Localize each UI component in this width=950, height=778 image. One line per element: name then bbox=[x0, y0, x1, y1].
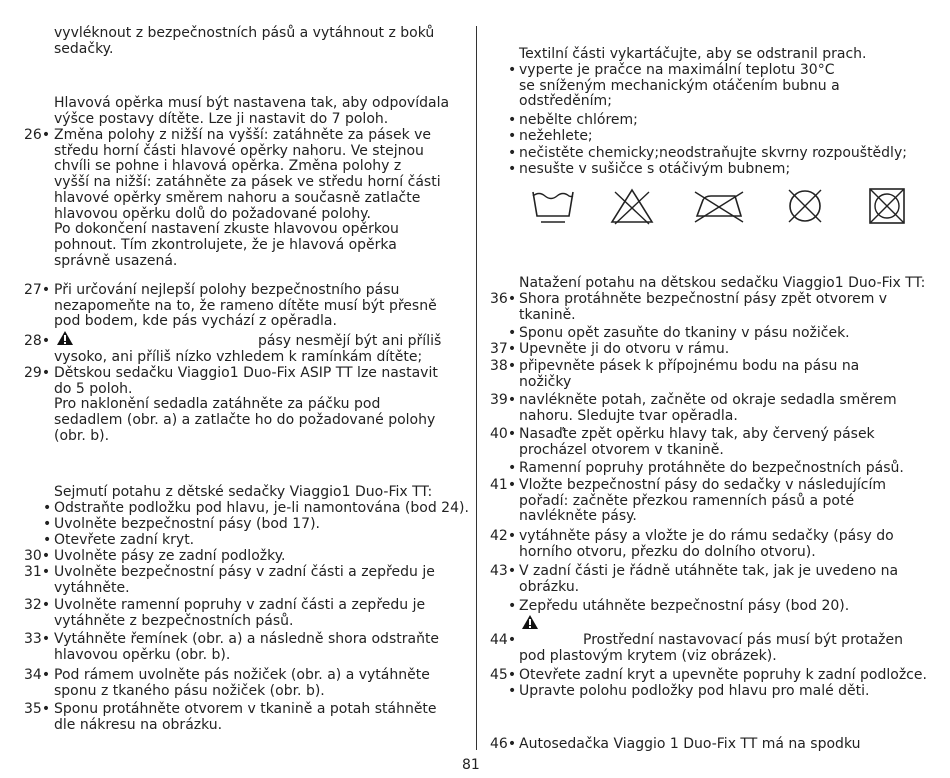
item-42-text: vytáhněte pásy a vložte je do rámu sedačky (pásy do horního otvoru, přezku do dolního otvoru). bbox=[519, 528, 894, 560]
removal-bullet-3-mark: • bbox=[43, 532, 52, 548]
item-32-number: 32• bbox=[24, 597, 51, 613]
item-36b-mark: • bbox=[508, 325, 517, 341]
item-41-text: Vložte bezpečnostní pásy do sedačky v následujícím pořadí: začněte přezkou ramenních pásů a poté navlékněte pásy. bbox=[519, 477, 886, 525]
item-31-text: Uvolněte bezpečnostní pásy v zadní části a zepředu je vytáhněte. bbox=[54, 564, 435, 596]
item-44-number: 44• bbox=[490, 632, 517, 648]
item-28-text-b: vysoko, ani příliš nízko vzhledem k ramínkám dítěte; bbox=[54, 349, 423, 365]
item-43-text: V zadní části je řádně utáhněte tak, jak je uvedeno na obrázku. bbox=[519, 563, 899, 595]
item-45-number: 45• bbox=[490, 667, 517, 683]
fitting-heading: Natažení potahu na dětskou sedačku Viaggio1 Duo-Fix TT: bbox=[519, 275, 926, 291]
page-number: 81 bbox=[462, 757, 480, 773]
item-38-number: 38• bbox=[490, 358, 517, 374]
item-39-number: 39• bbox=[490, 392, 517, 408]
removal-bullet-1-mark: • bbox=[43, 500, 52, 516]
item-33-text: Vytáhněte řemínek (obr. a) a následně shora odstraňte hlavovou opěrku (obr. b). bbox=[54, 631, 440, 663]
item-35-number: 35• bbox=[24, 701, 51, 717]
item-40b-text: Ramenní popruhy protáhněte do bezpečnostních pásů. bbox=[519, 460, 904, 476]
care-bullet-2: nebělte chlórem; bbox=[519, 112, 638, 128]
item-45-text: Otevřete zadní kryt a upevněte popruhy k zadní podložce. bbox=[519, 667, 927, 683]
item-35-text: Sponu protáhněte otvorem v tkanině a potah stáhněte dle nákresu na obrázku. bbox=[54, 701, 437, 733]
care-bullet-4: nečistěte chemicky;neodstraňujte skvrny rozpouštědly; bbox=[519, 145, 907, 161]
item-44-text-a: Prostřední nastavovací pás musí být protažen bbox=[583, 632, 903, 648]
item-31-number: 31• bbox=[24, 564, 51, 580]
warning-icon bbox=[56, 330, 74, 346]
removal-bullet-2-mark: • bbox=[43, 516, 52, 532]
warning-icon bbox=[521, 614, 539, 630]
removal-heading: Sejmutí potahu z dětské sedačky Viaggio1 Duo-Fix TT: bbox=[54, 484, 433, 500]
no-tumble-dry-icon bbox=[865, 186, 909, 226]
item-39-text: navlékněte potah, začněte od okraje sedadla směrem nahoru. Sledujte tvar opěradla. bbox=[519, 392, 897, 424]
item-33-number: 33• bbox=[24, 631, 51, 647]
no-dry-clean-icon bbox=[783, 186, 827, 226]
care-bullet-4-mark: • bbox=[508, 145, 517, 161]
item-34-text: Pod rámem uvolněte pás nožiček (obr. a) a vytáhněte sponu z tkaného pásu nožiček (obr. b). bbox=[54, 667, 430, 699]
item-29-number: 29• bbox=[24, 365, 51, 381]
care-bullet-2-mark: • bbox=[508, 112, 517, 128]
no-iron-icon bbox=[691, 186, 747, 226]
item-29-text: Dětskou sedačku Viaggio1 Duo-Fix ASIP TT lze nastavit do 5 poloh. Pro naklonění sedadla zatáhněte za páčku pod sedadlem (obr. a) a zatlačte ho do požadované polohy (obr. b). bbox=[54, 365, 438, 444]
wash-30-gentle-icon bbox=[531, 186, 575, 226]
item-45b-text: Upravte polohu podložky pod hlavu pro malé děti. bbox=[519, 683, 870, 699]
item-43b-mark: • bbox=[508, 598, 517, 614]
care-bullet-1: vyperte je pračce na maximální teplotu 30°C se sníženým mechanickým otáčením bubnu a odstředěním; bbox=[519, 62, 840, 110]
care-bullet-3: nežehlete; bbox=[519, 128, 593, 144]
item-40-text: Nasaďte zpět opěrku hlavy tak, aby červený pásek procházel otvorem v tkanině. bbox=[519, 426, 875, 458]
item-28-text-a: pásy nesmějí být ani příliš bbox=[258, 333, 442, 349]
removal-bullet-1: Odstraňte podložku pod hlavu, je-li namontována (bod 24). bbox=[54, 500, 469, 516]
item-36-number: 36• bbox=[490, 291, 517, 307]
item-30-text: Uvolněte pásy ze zadní podložky. bbox=[54, 548, 286, 564]
item-46-number: 46• bbox=[490, 736, 517, 752]
care-bullet-1-mark: • bbox=[508, 62, 517, 78]
item-46-text: Autosedačka Viaggio 1 Duo-Fix TT má na spodku bbox=[519, 736, 861, 752]
care-symbols bbox=[531, 186, 911, 226]
headrest-heading: Hlavová opěrka musí být nastavena tak, aby odpovídala výšce postavy dítěte. Lze ji nastavit do 7 poloh. bbox=[54, 95, 450, 127]
item-34-number: 34• bbox=[24, 667, 51, 683]
column-divider bbox=[476, 26, 477, 750]
item-38-text: připevněte pásek k přípojnému bodu na pásu na nožičky bbox=[519, 358, 860, 390]
item-44-text-b: pod plastovým krytem (viz obrázek). bbox=[519, 648, 777, 664]
item-37-text: Upevněte ji do otvoru v rámu. bbox=[519, 341, 730, 357]
item-40-number: 40• bbox=[490, 426, 517, 442]
item-26-number: 26• bbox=[24, 127, 51, 143]
item-41-number: 41• bbox=[490, 477, 517, 493]
item-32-text: Uvolněte ramenní popruhy v zadní části a zepředu je vytáhněte z bezpečnostních pásů. bbox=[54, 597, 426, 629]
care-bullet-5-mark: • bbox=[508, 161, 517, 177]
removal-bullet-2: Uvolněte bezpečnostní pásy (bod 17). bbox=[54, 516, 320, 532]
care-bullet-5: nesušte v sušičce s otáčivým bubnem; bbox=[519, 161, 791, 177]
item-37-number: 37• bbox=[490, 341, 517, 357]
item-36b-text: Sponu opět zasuňte do tkaniny v pásu nožiček. bbox=[519, 325, 850, 341]
item-45b-mark: • bbox=[508, 683, 517, 699]
item-27-number: 27• bbox=[24, 282, 51, 298]
item-42-number: 42• bbox=[490, 528, 517, 544]
item-27-text: Při určování nejlepší polohy bezpečnostního pásu nezapomeňte na to, že rameno dítěte musí být přesně pod bodem, kde pás vychází z opěradla. bbox=[54, 282, 437, 330]
care-bullet-3-mark: • bbox=[508, 128, 517, 144]
no-bleach-icon bbox=[609, 186, 655, 226]
intro-text: vyvléknout z bezpečnostních pásů a vytáhnout z boků sedačky. bbox=[54, 25, 435, 57]
item-30-number: 30• bbox=[24, 548, 51, 564]
item-43-number: 43• bbox=[490, 563, 517, 579]
item-40b-mark: • bbox=[508, 460, 517, 476]
item-43b-text: Zepředu utáhněte bezpečnostní pásy (bod 20). bbox=[519, 598, 850, 614]
removal-bullet-3: Otevřete zadní kryt. bbox=[54, 532, 195, 548]
item-26-text: Změna polohy z nižší na vyšší: zatáhněte za pásek ve středu horní části hlavové opěrky nahoru. Ve stejnou chvíli se pohne i hlavová opěrka. Změna polohy z vyšší na nižší: zatáhněte za pásek ve středu horní části hlavové opěrky směrem nahoru a současně zatlačte hlavovou opěrku dolů do požadované polohy. Po dokončení nastavení zkuste hlavovou opěrkou pohnout. Tím zkontrolujete, že je hlavová opěrka správně usazená. bbox=[54, 127, 441, 269]
item-28-number: 28• bbox=[24, 333, 51, 349]
item-36-text: Shora protáhněte bezpečnostní pásy zpět otvorem v tkanině. bbox=[519, 291, 888, 323]
textile-heading: Textilní části vykartáčujte, aby se odstranil prach. bbox=[519, 46, 867, 62]
